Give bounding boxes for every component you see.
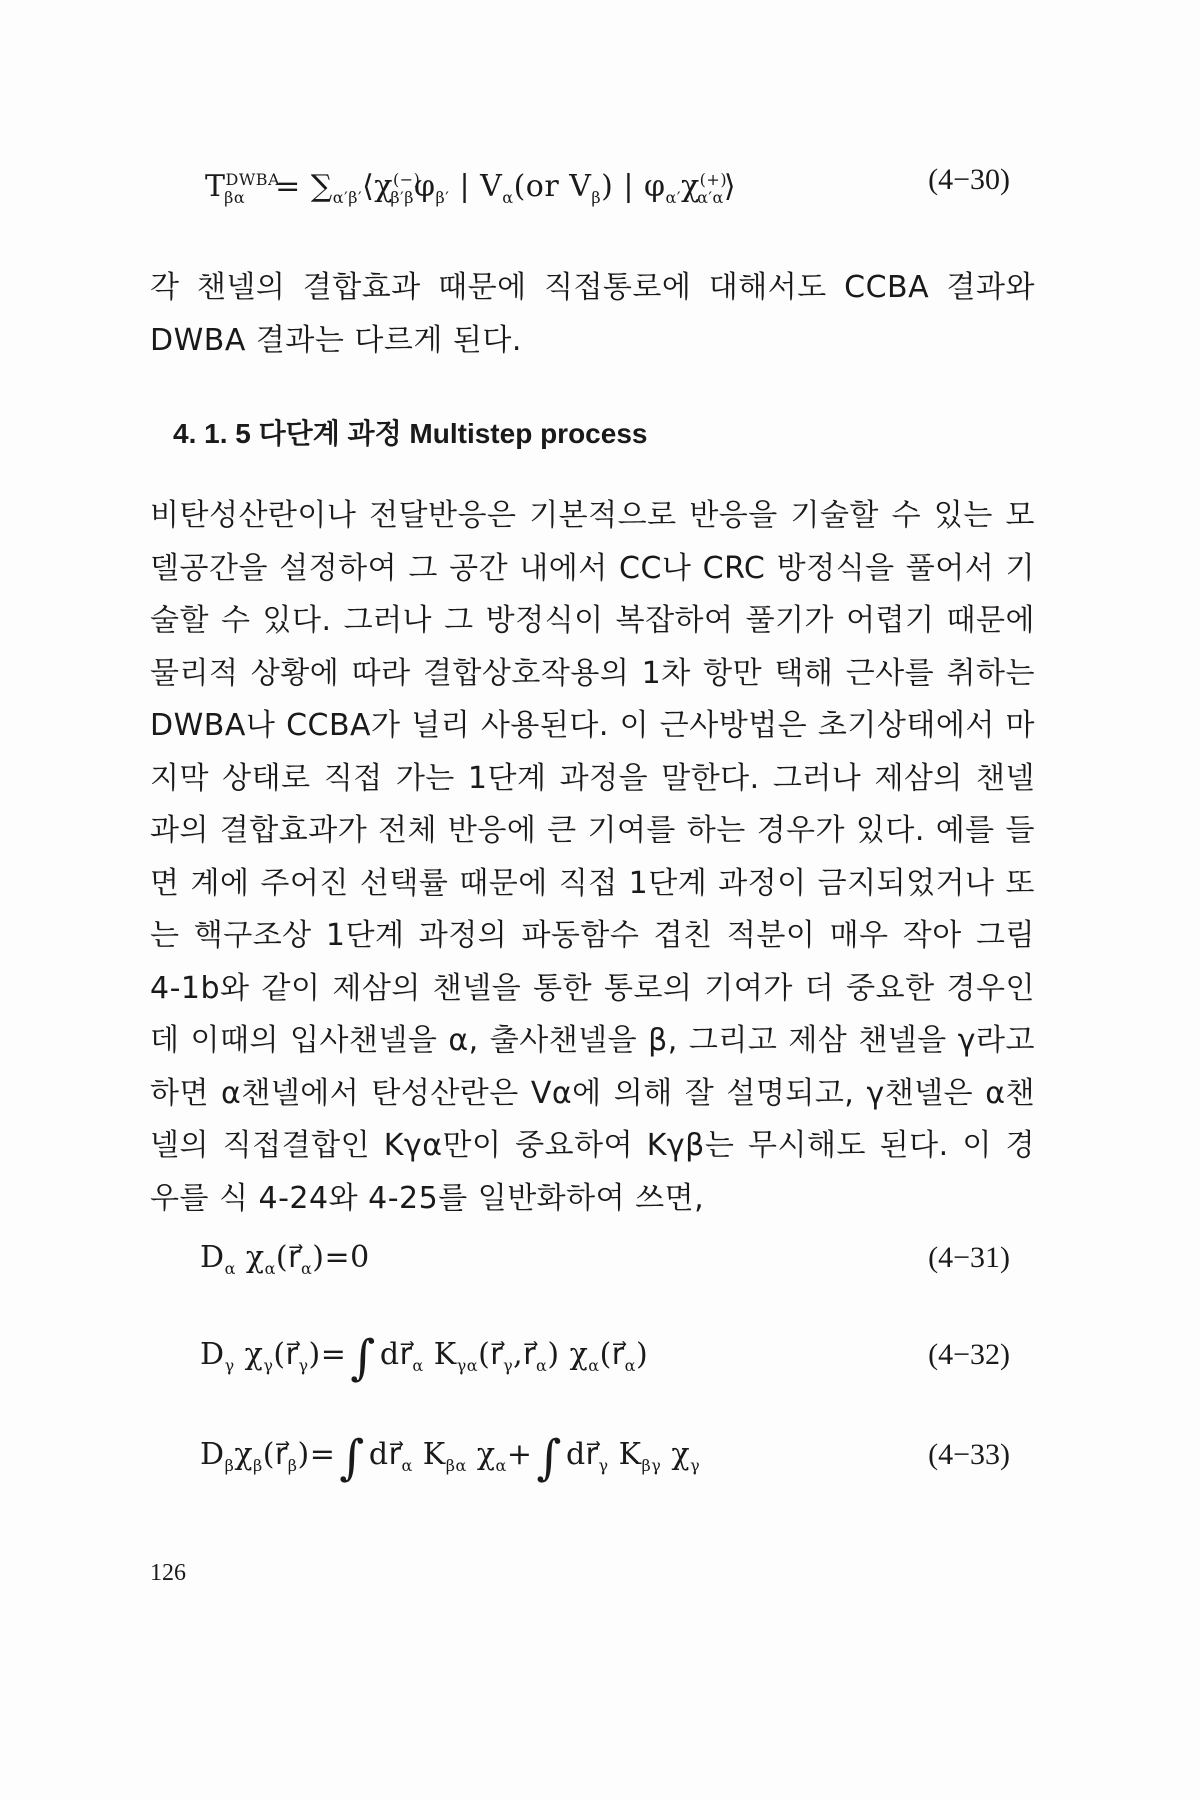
equation-4-31 [0, 1228, 1200, 1288]
integral-sign: ∫ [339, 1430, 365, 1486]
equation-4-31-body: $D_\alpha$ $\chi_\alpha(r⃗_\alpha)=0$ [200, 1240, 370, 1278]
page-number: 126 [150, 1560, 186, 1586]
equation-4-30-body: $T^{DWBA}_{\beta\alpha}$ = $\sum_{\alpha'\beta'}⟨\chi^{(-)}_{\beta'\beta}\varphi_{\beta'}$ | $V_\alpha(or$ $V_\beta$) | $\varphi_{\alpha'}\chi^{(+)}_{\alpha'\alpha}⟩$ [205, 169, 737, 207]
equation-4-33-body: $D_\beta\chi_\beta(r⃗_\beta)=\int$ $dr⃗_\alpha$ $K_{\beta\alpha}$ $\chi_\alpha+\int$ $dr⃗_\gamma$ $K_{\beta\gamma}$ $\chi_\gamma$ [200, 1430, 701, 1486]
integral-sign: ∫ [350, 1330, 376, 1386]
equation-number: (4−33) [928, 1438, 1010, 1471]
integral-sign: ∫ [536, 1430, 562, 1486]
paragraph-multistep: 비탄성산란이나 전달반응은 기본적으로 반응을 기술할 수 있는 모델공간을 설정하여 그 공간 내에서 CC나 CRC 방정식을 풀어서 기술할 수 있다. 그러나 그 방정식이 복잡하여 풀기가 어렵기 때문에 물리적 상황에 따라 결합상호작용의 1차 항만 택해 근사를 취하는 DWBA나 CCBA가 널리 사용된다. 이 근사방법은 초기상태에서 마지막 상태로 직접 가는 1단계 과정을 말한다. 그러나 제삼의 챈넬과의 결합효과가 전체 반응에 큰 기여를 하는 경우가 있다. 예를 들면 계에 주어진 선택률 때문에 직접 1단계 과정이 금지되었거나 또는 핵구조상 1단계 과정의 파동함수 겹친 적분이 매우 작아 그림 4-1b와 같이 제삼의 챈넬을 통한 통로의 기여가 더 중요한 경우인데 이때의 입사챈넬을 α, 출사챈넬을 β, 그리고 제삼 챈넬을 γ라고 하면 α챈넬에서 탄성산란은 Vα에 의해 잘 설명되고, γ챈넬은 α챈넬의 직접결합인 Kγα만이 중요하여 Kγβ는 무시해도 된다. 이 경우를 식 4-24와 4-25를 일반화하여 쓰면, [150, 498, 1035, 1216]
equation-number: (4−30) [928, 163, 1010, 196]
equation-4-33 [0, 1425, 1200, 1485]
equation-4-32 [0, 1325, 1200, 1385]
equation-4-30 [0, 150, 1200, 210]
equation-number: (4−32) [928, 1338, 1010, 1371]
section-heading: 4. 1. 5 다단계 과정 Multistep process [173, 418, 648, 449]
equation-number: (4−31) [928, 1241, 1010, 1274]
equation-4-32-body: $D_\gamma$ $\chi_\gamma(r⃗_\gamma)=\int$ $dr⃗_\alpha$ $K_{\gamma\alpha}(r⃗_\gamma,r⃗_\alpha)$ $\chi_\alpha(r⃗_\alpha)$ [200, 1330, 649, 1386]
paragraph-channel-coupling: 각 챈넬의 결합효과 때문에 직접통로에 대해서도 CCBA 결과와 DWBA 결과는 다르게 된다. [150, 270, 1035, 358]
